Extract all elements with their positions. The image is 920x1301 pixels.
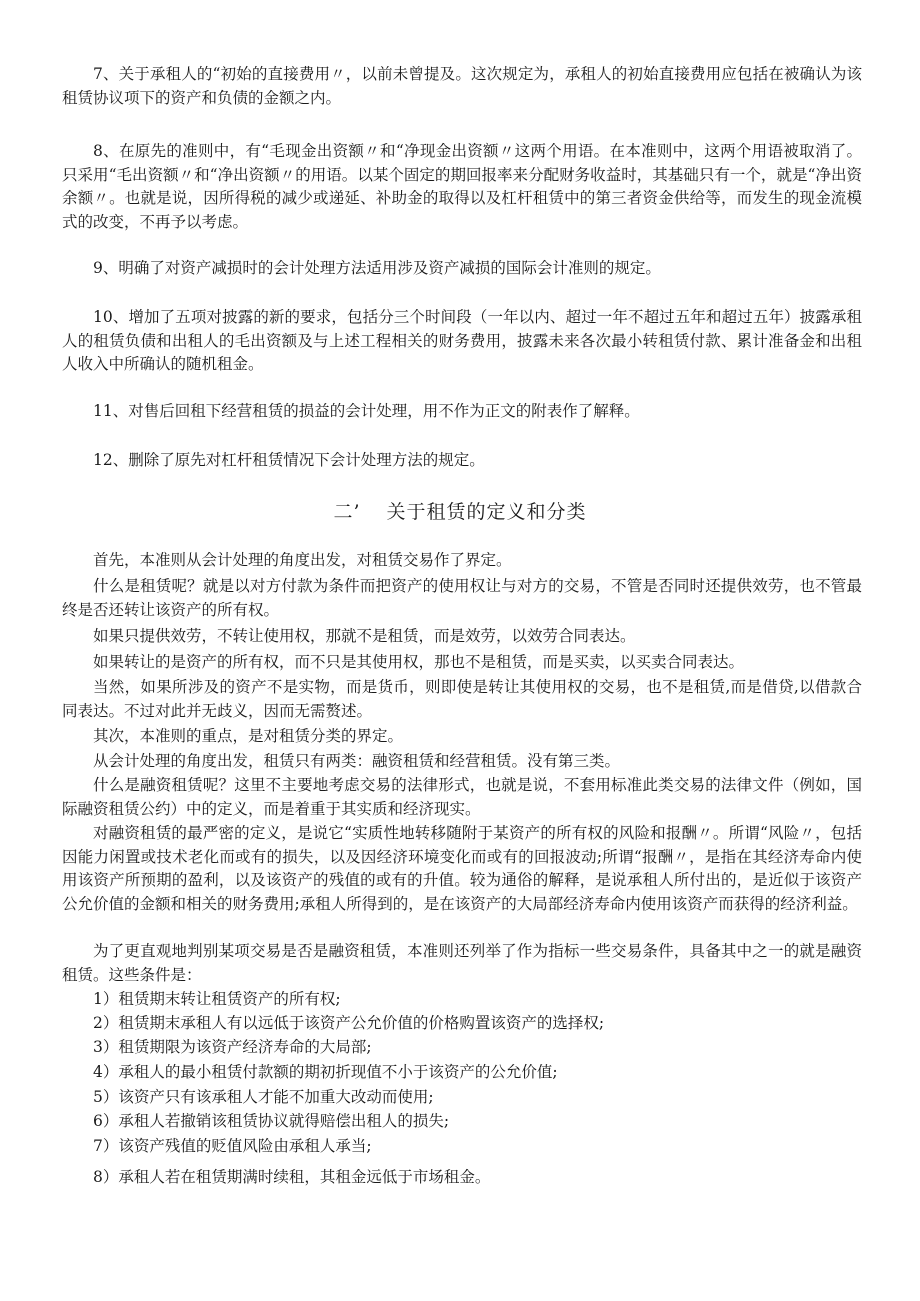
body-paragraph: 什么是租赁呢？就是以对方付款为条件而把资产的使用权让与对方的交易，不管是否同时还提供效劳，也不管最终是否还转让该资产的所有权。 (62, 577, 862, 619)
body-paragraph: 如果转让的是资产的所有权，而不只是其使用权，那也不是租赁，而是买卖，以买卖合同表达。 (93, 653, 745, 671)
condition-item: 4）承租人的最小租赁付款额的期初折现值不小于该资产的公允价值; (93, 1063, 558, 1081)
section-title: 关于租赁的定义和分类 (386, 501, 587, 523)
condition-item: 2）租赁期末承租人有以远低于该资产公允价值的价格购置该资产的选择权; (93, 1014, 605, 1032)
paragraph-item-7: 7、关于承租人的“初始的直接费用〃，以前未曾提及。这次规定为，承租人的初始直接费用应包括在被确认为该租赁协议项下的资产和负债的金额之内。 (62, 65, 862, 107)
body-paragraph: 首先，本准则从会计处理的角度出发，对租赁交易作了界定。 (93, 551, 512, 569)
paragraph-item-11: 11、对售后回租下经营租赁的损益的会计处理，用不作为正文的附表作了解释。 (93, 402, 640, 420)
condition-item: 5）该资产只有该承租人才能不加重大改动而使用; (93, 1088, 434, 1106)
condition-item: 7）该资产残值的贬值风险由承租人承当; (93, 1137, 372, 1155)
body-paragraph: 从会计处理的角度出发，租赁只有两类：融资租赁和经营租赁。没有第三类。 (93, 752, 621, 770)
body-paragraph: 当然，如果所涉及的资产不是实物，而是货币，则即使是转让其使用权的交易，也不是租赁,而是借贷,以借款合同表达。不过对此并无歧义，因而无需赘述。 (62, 678, 862, 720)
condition-item: 6）承租人若撤销该租赁协议就得赔偿出租人的损失; (93, 1112, 450, 1130)
paragraph-item-8: 8、在原先的准则中，有“毛现金出资额〃和“净现金出资额〃这两个用语。在本准则中，这两个用语被取消了。只采用“毛出资额〃和“净出资额〃的用语。以某个固定的期回报率来分配财务收益时，其基础只有一个，就是“净出资余额〃。也就是说，因所得税的减少或递延、补助金的取得以及杠杆租赁中的第三者资金供给等，而发生的现金流模式的改变，不再予以考虑。 (62, 142, 862, 231)
condition-item: 1）租赁期末转让租赁资产的所有权; (93, 990, 341, 1008)
paragraph-item-10: 10、增加了五项对披露的新的要求，包括分三个时间段（一年以内、超过一年不超过五年和超过五年）披露承租人的租赁负债和出租人的毛出资额及与上述工程相关的财务费用，披露未来各次最小转租赁付款、累计准备金和出租人收入中所确认的随机租金。 (62, 308, 862, 373)
body-paragraph: 其次，本准则的重点，是对租赁分类的界定。 (93, 727, 404, 745)
body-paragraph: 对融资租赁的最严密的定义，是说它“实质性地转移随附于某资产的所有权的风险和报酬〃。所谓“风险〃，包括因能力闲置或技术老化而或有的损失，以及因经济环境变化而或有的回报波动;所谓“报酬〃，是指在其经济寿命内使用该资产所预期的盈利，以及该资产的残值的或有的升值。较为通俗的解释，是说承租人所付出的，是近似于该资产公允价值的金额和相关的财务费用;承租人所得到的，是在该资产的大局部经济寿命内使用该资产而获得的经济利益。 (62, 824, 862, 913)
section-number: 二’ (333, 501, 361, 523)
body-paragraph: 什么是融资租赁呢？这里不主要地考虑交易的法律形式，也就是说，不套用标准此类交易的法律文件（例如，国际融资租赁公约）中的定义，而是着重于其实质和经济现实。 (62, 776, 862, 818)
condition-item: 3）租赁期限为该资产经济寿命的大局部; (93, 1038, 372, 1056)
section-heading (0, 500, 920, 524)
paragraph-item-12: 12、删除了原先对杠杆租赁情况下会计处理方法的规定。 (93, 451, 485, 469)
condition-item: 8）承租人若在租赁期满时续租，其租金远低于市场租金。 (93, 1168, 491, 1186)
body-paragraph: 为了更直观地判别某项交易是否是融资租赁，本准则还列举了作为指标一些交易条件，具备其中之一的就是融资租赁。这些条件是： (62, 942, 862, 984)
body-paragraph: 如果只提供效劳，不转让使用权，那就不是租赁，而是效劳，以效劳合同表达。 (93, 627, 636, 645)
paragraph-item-9: 9、明确了对资产减损时的会计处理方法适用涉及资产减损的国际会计准则的规定。 (93, 259, 661, 277)
